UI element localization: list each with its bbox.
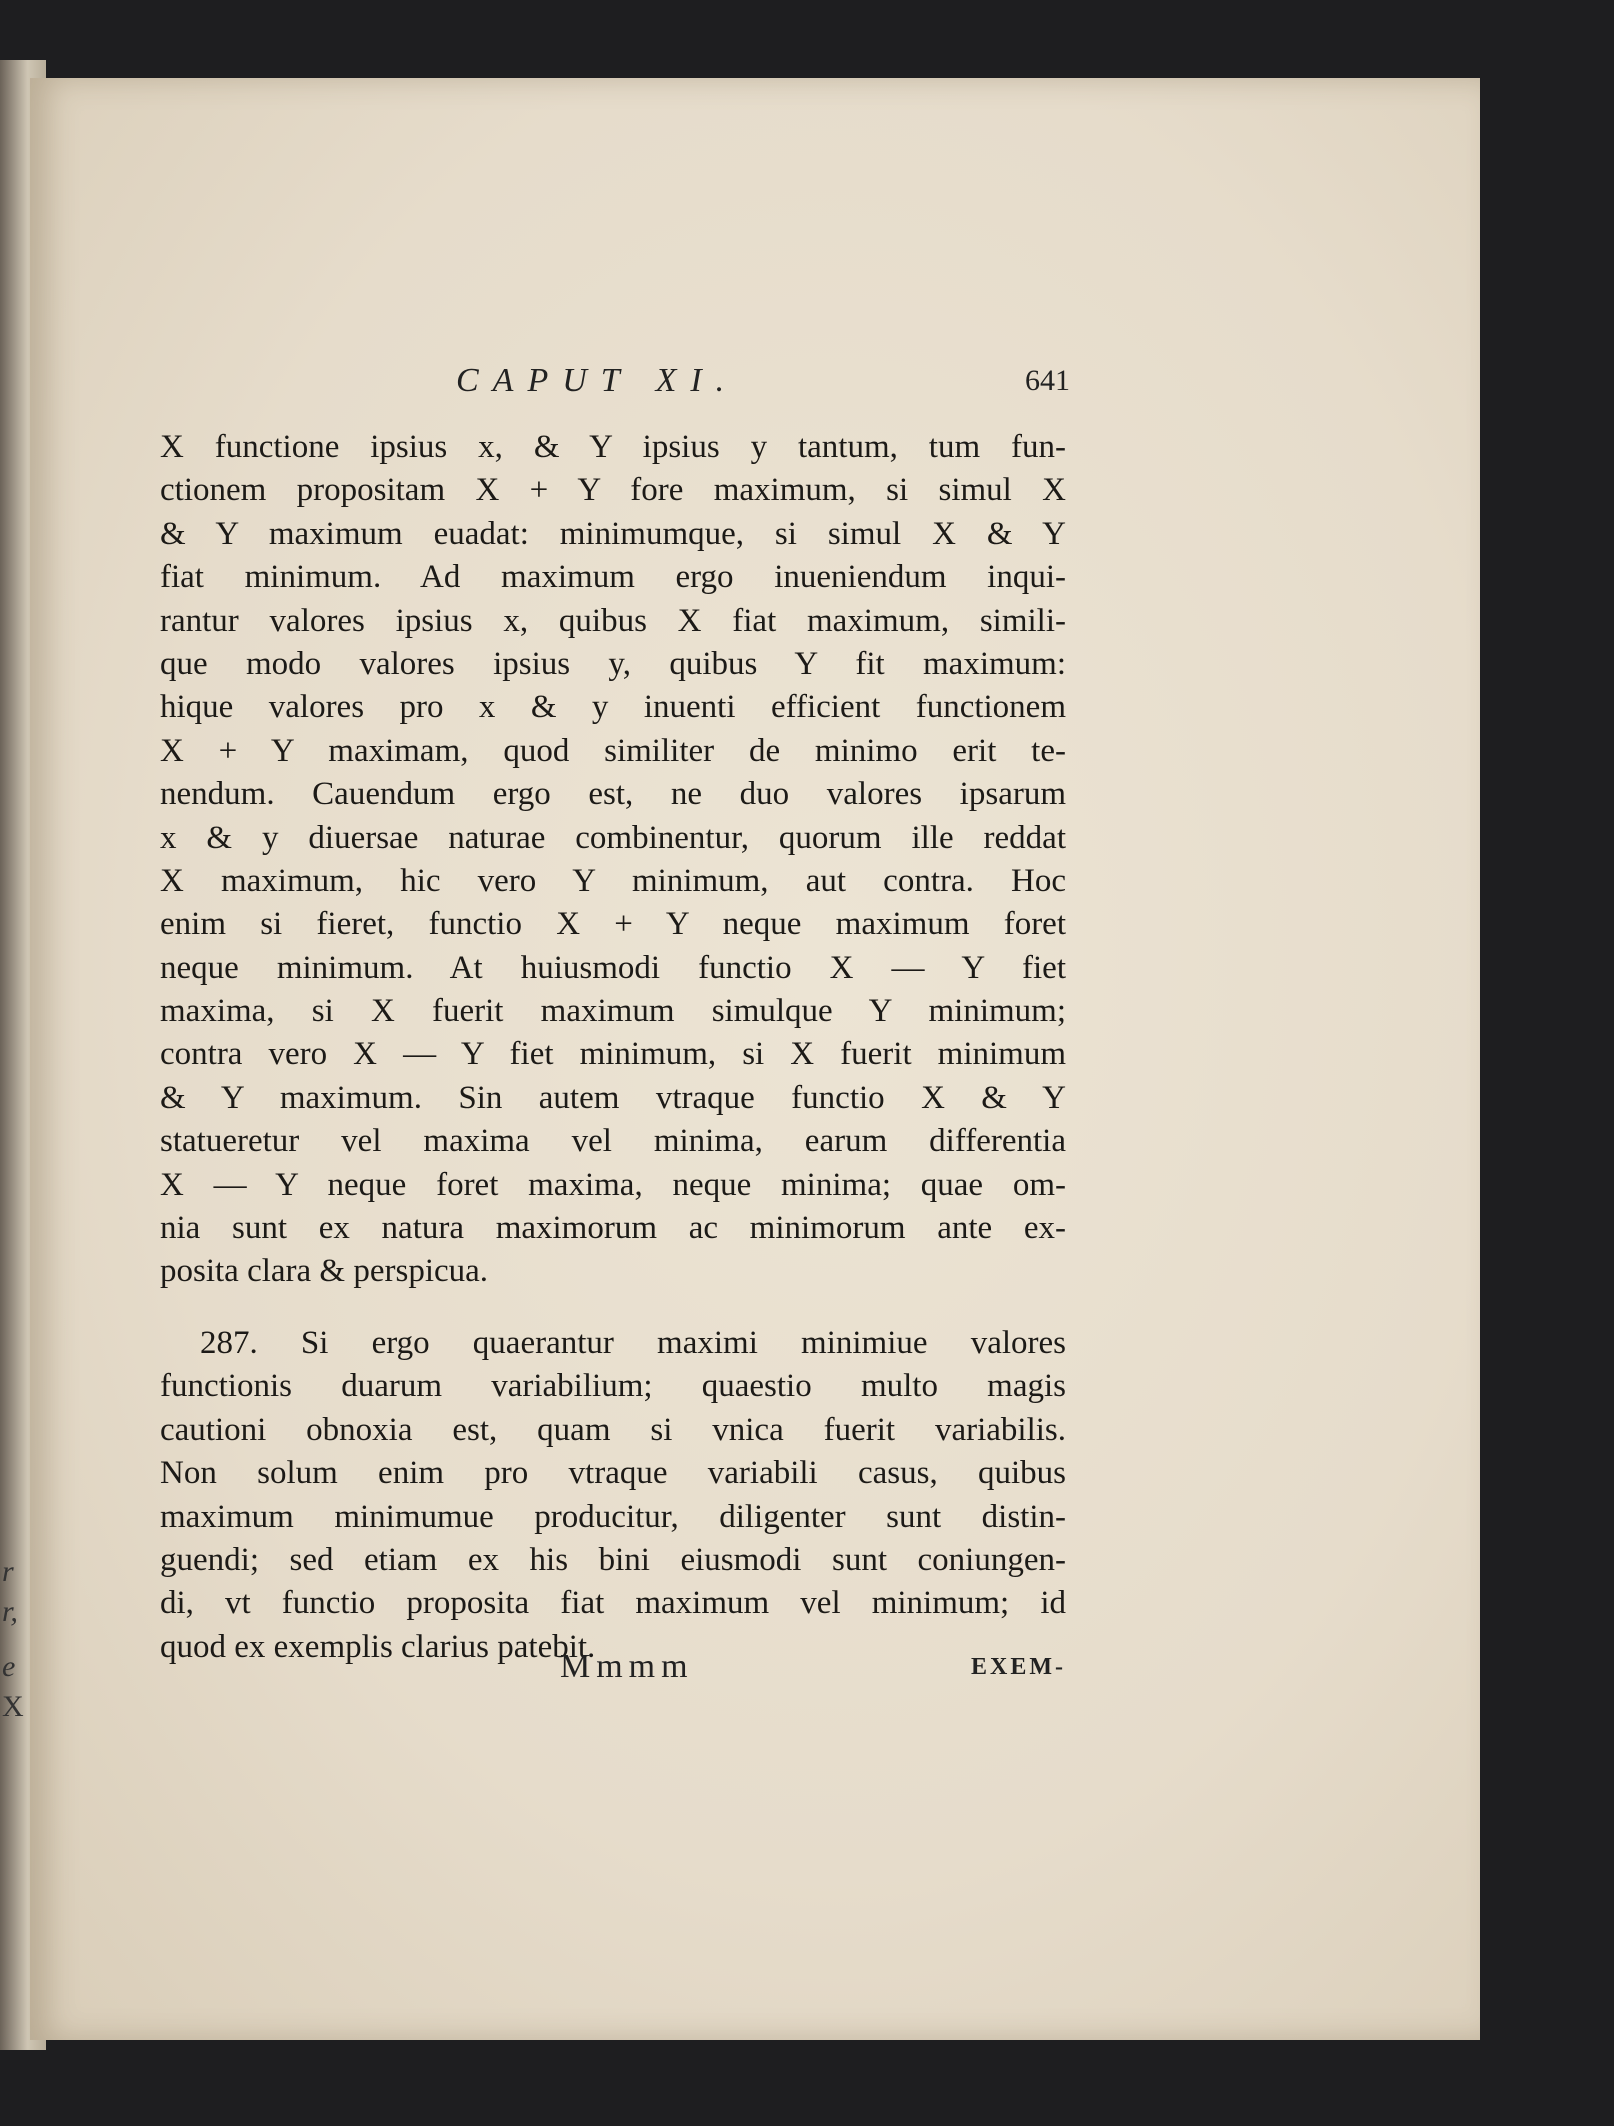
paragraph-1 [160, 426, 1066, 1294]
text-line: statueretur vel maxima vel minima, earum differentia [160, 1123, 1066, 1160]
text-line: contra vero X — Y fiet minimum, si X fuerit minimum [160, 1036, 1066, 1073]
text-line: maxima, si X fuerit maximum simulque Y minimum; [160, 993, 1066, 1030]
text-line: quod ex exemplis clarius patebit. [160, 1628, 596, 1665]
page-number: 641 [1025, 364, 1070, 397]
catchword: EXEM- [971, 1654, 1066, 1680]
text-line: guendi; sed etiam ex his bini eiusmodi sunt coniungen- [160, 1541, 1066, 1578]
text-line: 287. Si ergo quaerantur maximi minimiue valores [200, 1325, 1066, 1361]
text-line: di, vt functio proposita fiat maximum vel minimum; id [160, 1585, 1066, 1622]
text-line: x & y diuersae naturae combinentur, quorum ille reddat [160, 819, 1066, 856]
text-line: & Y maximum euadat: minimumque, si simul X & Y [160, 515, 1066, 552]
text-line: enim si fieret, functio X + Y neque maximum foret [160, 906, 1066, 943]
text-line: nia sunt ex natura maximorum ac minimorum ante ex- [160, 1210, 1066, 1247]
text-line: functionis duarum variabilium; quaestio multo magis [160, 1368, 1066, 1405]
text-line: fiat minimum. Ad maximum ergo inueniendum inqui- [160, 559, 1066, 596]
text-line: X functione ipsius x, & Y ipsius y tantum, tum fun- [160, 429, 1066, 465]
text-line: nendum. Cauendum ergo est, ne duo valores ipsarum [160, 776, 1066, 813]
text-line: Non solum enim pro vtraque variabili casus, quibus [160, 1455, 1066, 1492]
margin-fragment: X [2, 1690, 24, 1723]
text-line: que modo valores ipsius y, quibus Y fit maximum: [160, 645, 1066, 682]
text-line: ctionem propositam X + Y fore maximum, si simul X [160, 472, 1066, 509]
margin-fragment: r, [2, 1595, 18, 1628]
margin-fragment: e [2, 1650, 16, 1683]
text-line: rantur valores ipsius x, quibus X fiat maximum, simili- [160, 602, 1066, 639]
text-line: posita clara & perspicua. [160, 1253, 489, 1290]
text-line: hique valores pro x & y inuenti efficient functionem [160, 689, 1066, 726]
margin-fragment: r [2, 1555, 14, 1588]
text-line: X — Y neque foret maxima, neque minima; quae om- [160, 1166, 1066, 1203]
text-line: & Y maximum. Sin autem vtraque functio X & Y [160, 1079, 1066, 1116]
text-line: X maximum, hic vero Y minimum, aut contra. Hoc [160, 862, 1066, 899]
signature-mark: Mmmm [560, 1648, 694, 1685]
text-line: maximum minimumue producitur, diligenter sunt distin- [160, 1498, 1066, 1535]
page-footer [160, 1648, 1066, 1692]
text-line: cautioni obnoxia est, quam si vnica fuerit variabilis. [160, 1411, 1066, 1448]
page-header [160, 362, 1070, 412]
running-title: CAPUT XI. [456, 362, 739, 399]
text-line: X + Y maximam, quod similiter de minimo erit te- [160, 732, 1066, 769]
paragraph-287 [160, 1322, 1066, 1669]
text-line: neque minimum. At huiusmodi functio X — Y fiet [160, 949, 1066, 986]
